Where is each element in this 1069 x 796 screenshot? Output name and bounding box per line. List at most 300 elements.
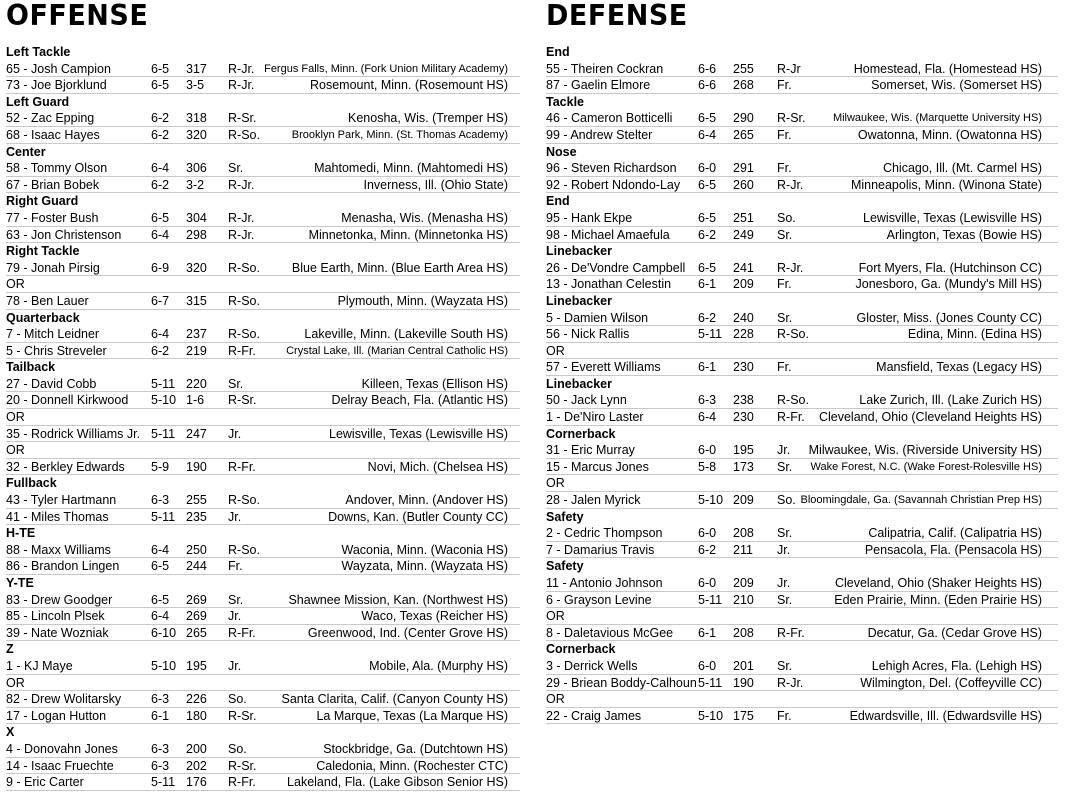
player-name: 14 - Isaac Fruechte xyxy=(6,758,114,773)
player-name: 1 - KJ Maye xyxy=(6,658,73,673)
player-row xyxy=(546,310,1058,327)
player-row xyxy=(546,592,1058,609)
player-weight: 201 xyxy=(733,658,754,673)
player-weight: 173 xyxy=(733,459,754,474)
player-row xyxy=(546,525,1058,542)
player-name: 28 - Jalen Myrick xyxy=(546,493,641,508)
player-row xyxy=(6,326,520,343)
player-hometown: Killeen, Texas (Ellison HS) xyxy=(361,376,508,391)
position-header: Linebacker xyxy=(546,244,613,259)
player-hometown: Kenosha, Wis. (Tremper HS) xyxy=(348,111,508,126)
player-row xyxy=(546,675,1058,692)
player-class: Sr. xyxy=(777,526,793,541)
player-class: Jr. xyxy=(777,443,791,458)
player-name: 67 - Brian Bobek xyxy=(6,177,100,192)
player-name: 4 - Donovahn Jones xyxy=(6,741,118,756)
player-height: 6-4 xyxy=(698,127,717,142)
player-name: 29 - Briean Boddy-Calhoun xyxy=(546,675,697,690)
player-height: 5-9 xyxy=(151,459,170,474)
player-weight: 210 xyxy=(733,592,754,607)
player-hometown: Rosemount, Minn. (Rosemount HS) xyxy=(310,78,508,93)
player-row xyxy=(546,575,1058,592)
player-weight: 195 xyxy=(186,658,207,673)
player-row xyxy=(546,210,1058,227)
player-weight: 219 xyxy=(186,343,207,358)
player-name: 5 - Chris Streveler xyxy=(6,343,107,358)
player-weight: 255 xyxy=(733,61,754,76)
player-weight: 317 xyxy=(186,61,207,76)
player-hometown: Minneapolis, Minn. (Winona State) xyxy=(850,177,1042,192)
player-weight: 265 xyxy=(186,625,207,640)
player-height: 6-4 xyxy=(151,609,170,624)
player-hometown: Wayzata, Minn. (Wayzata HS) xyxy=(341,559,508,574)
player-row xyxy=(6,343,520,360)
player-name: 88 - Maxx Williams xyxy=(6,542,111,557)
player-name: 2 - Cedric Thompson xyxy=(546,526,663,541)
position-header: Cornerback xyxy=(546,642,616,657)
player-hometown: Jonesboro, Ga. (Mundy's Mill HS) xyxy=(855,277,1042,292)
player-height: 6-1 xyxy=(698,360,717,375)
player-height: 5-11 xyxy=(151,509,176,524)
player-weight: 249 xyxy=(733,227,754,242)
player-weight: 208 xyxy=(733,526,754,541)
player-height: 6-0 xyxy=(698,443,717,458)
player-weight: 230 xyxy=(733,410,754,425)
player-weight: 240 xyxy=(733,310,754,325)
player-row xyxy=(6,426,520,443)
player-class: R-Jr. xyxy=(228,227,255,242)
player-name: 15 - Marcus Jones xyxy=(546,459,649,474)
player-weight: 211 xyxy=(733,542,753,557)
player-height: 6-6 xyxy=(698,78,717,93)
position-header: Z xyxy=(6,642,14,657)
player-weight: 298 xyxy=(186,227,207,242)
player-class: R-So. xyxy=(228,327,260,342)
player-class: Fr. xyxy=(777,78,792,93)
player-row xyxy=(6,459,520,476)
player-hometown: Brooklyn Park, Minn. (St. Thomas Academy) xyxy=(291,128,508,141)
player-weight: 241 xyxy=(733,260,754,275)
player-name: 13 - Jonathan Celestin xyxy=(546,277,672,292)
player-name: 6 - Grayson Levine xyxy=(546,592,652,607)
position-header: Safety xyxy=(546,559,584,574)
player-row xyxy=(546,326,1058,343)
player-class: Sr. xyxy=(777,658,793,673)
player-hometown: Shawnee Mission, Kan. (Northwest HS) xyxy=(288,592,508,607)
player-row xyxy=(546,392,1058,409)
player-class: Jr. xyxy=(777,542,791,557)
player-row xyxy=(546,177,1058,194)
player-name: 79 - Jonah Pirsig xyxy=(6,260,100,275)
player-row xyxy=(6,210,520,227)
player-class: Fr. xyxy=(777,127,792,142)
player-hometown: Lewisville, Texas (Lewisville HS) xyxy=(329,426,508,441)
player-hometown: Santa Clarita, Calif. (Canyon County HS) xyxy=(281,692,508,707)
player-name: 32 - Berkley Edwards xyxy=(6,459,125,474)
player-class: Jr. xyxy=(228,509,242,524)
player-row xyxy=(546,110,1058,127)
player-row xyxy=(546,160,1058,177)
player-hometown: Stockbridge, Ga. (Dutchtown HS) xyxy=(323,741,508,756)
player-name: 26 - De'Vondre Campbell xyxy=(546,260,686,275)
player-weight: 235 xyxy=(186,509,207,524)
player-row xyxy=(6,542,520,559)
player-weight: 220 xyxy=(186,376,207,391)
player-hometown: Lewisville, Texas (Lewisville HS) xyxy=(863,210,1042,225)
player-class: R-Jr. xyxy=(228,61,255,76)
player-name: 56 - Nick Rallis xyxy=(546,327,630,342)
player-row xyxy=(6,558,520,575)
player-name: 1 - De'Niro Laster xyxy=(546,410,644,425)
player-height: 6-5 xyxy=(698,177,717,192)
player-height: 6-0 xyxy=(698,658,717,673)
player-height: 6-5 xyxy=(698,260,717,275)
player-height: 6-5 xyxy=(151,210,170,225)
player-name: 9 - Eric Carter xyxy=(6,775,84,790)
player-name: 39 - Nate Wozniak xyxy=(6,625,109,640)
or-separator: OR xyxy=(6,409,520,426)
player-class: R-So. xyxy=(777,327,809,342)
player-hometown: Novi, Mich. (Chelsea HS) xyxy=(367,459,508,474)
player-hometown: Caledonia, Minn. (Rochester CTC) xyxy=(316,758,508,773)
player-weight: 320 xyxy=(186,127,207,142)
position-header: End xyxy=(546,45,570,59)
player-hometown: Owatonna, Minn. (Owatonna HS) xyxy=(857,127,1042,142)
player-height: 6-0 xyxy=(698,526,717,541)
player-row xyxy=(546,542,1058,559)
player-hometown: Plymouth, Minn. (Wayzata HS) xyxy=(337,293,508,308)
player-class: R-Sr. xyxy=(228,393,257,408)
player-weight: 1-6 xyxy=(186,393,205,408)
player-height: 6-3 xyxy=(151,758,170,773)
player-name: 68 - Isaac Hayes xyxy=(6,127,100,142)
player-height: 6-3 xyxy=(151,692,170,707)
player-row xyxy=(546,77,1058,94)
position-header: Y-TE xyxy=(6,576,34,590)
player-height: 6-7 xyxy=(151,293,170,308)
player-height: 5-10 xyxy=(698,493,724,508)
player-row xyxy=(6,392,520,409)
defense-depth-chart xyxy=(546,44,1058,724)
player-hometown: Decatur, Ga. (Cedar Grove HS) xyxy=(867,625,1042,640)
player-class: Sr. xyxy=(777,592,793,607)
player-name: 3 - Derrick Wells xyxy=(546,658,638,673)
player-weight: 247 xyxy=(186,426,207,441)
player-height: 6-6 xyxy=(698,61,717,76)
player-weight: 265 xyxy=(733,127,754,142)
player-class: R-Fr. xyxy=(777,625,805,640)
player-class: Sr. xyxy=(228,161,244,176)
defense-title: DEFENSE xyxy=(546,0,688,33)
player-class: Sr. xyxy=(228,592,244,607)
player-height: 6-9 xyxy=(151,260,170,275)
player-weight: 228 xyxy=(733,327,754,342)
player-class: R-Sr. xyxy=(228,708,257,723)
player-row xyxy=(6,110,520,127)
position-header: Left Guard xyxy=(6,94,70,109)
player-class: R-Fr. xyxy=(228,459,256,474)
player-name: 17 - Logan Hutton xyxy=(6,708,107,723)
or-separator: OR xyxy=(6,276,520,293)
player-row xyxy=(546,227,1058,244)
player-weight: 230 xyxy=(733,360,754,375)
player-hometown: Lakeville, Minn. (Lakeville South HS) xyxy=(304,327,508,342)
player-name: 87 - Gaelin Elmore xyxy=(546,78,651,93)
player-class: R-Fr. xyxy=(228,625,256,640)
player-weight: 3-2 xyxy=(186,177,205,192)
player-class: Sr. xyxy=(228,376,244,391)
player-height: 6-4 xyxy=(698,410,717,425)
player-hometown: Lakeland, Fla. (Lake Gibson Senior HS) xyxy=(287,775,508,790)
player-weight: 306 xyxy=(186,161,207,176)
player-class: So. xyxy=(228,741,247,756)
player-row xyxy=(546,625,1058,642)
player-row xyxy=(546,61,1058,78)
player-class: So. xyxy=(777,493,796,508)
player-row xyxy=(546,409,1058,426)
player-row xyxy=(546,492,1058,509)
player-class: Fr. xyxy=(777,360,792,375)
position-header: H-TE xyxy=(6,526,36,541)
player-class: R-Jr. xyxy=(228,177,255,192)
player-row xyxy=(6,708,520,725)
player-weight: 255 xyxy=(186,493,207,508)
offense-title: OFFENSE xyxy=(6,0,149,33)
player-name: 92 - Robert Ndondo-Lay xyxy=(546,177,681,192)
player-height: 6-4 xyxy=(151,327,170,342)
player-height: 6-3 xyxy=(151,493,170,508)
player-name: 46 - Cameron Botticelli xyxy=(546,111,673,126)
player-hometown: Mansfield, Texas (Legacy HS) xyxy=(876,360,1042,375)
player-name: 63 - Jon Christenson xyxy=(6,227,122,242)
player-name: 98 - Michael Amaefula xyxy=(546,227,670,242)
player-height: 6-2 xyxy=(151,343,170,358)
player-row xyxy=(546,260,1058,277)
player-class: Fr. xyxy=(777,277,792,292)
or-separator: OR xyxy=(6,675,520,692)
player-hometown: Fort Myers, Fla. (Hutchinson CC) xyxy=(858,260,1042,275)
player-weight: 238 xyxy=(733,393,754,408)
player-height: 6-2 xyxy=(698,542,717,557)
player-height: 6-10 xyxy=(151,625,177,640)
player-weight: 237 xyxy=(186,327,207,342)
player-name: 8 - Daletavious McGee xyxy=(546,625,674,640)
player-hometown: Menasha, Wis. (Menasha HS) xyxy=(341,210,508,225)
player-height: 5-10 xyxy=(151,393,177,408)
player-name: 20 - Donnell Kirkwood xyxy=(6,393,129,408)
player-row xyxy=(6,127,520,144)
player-class: R-Sr. xyxy=(777,111,806,126)
player-name: 5 - Damien Wilson xyxy=(546,310,649,325)
player-class: R-Jr. xyxy=(228,210,255,225)
player-weight: 251 xyxy=(733,210,754,225)
player-height: 6-5 xyxy=(151,78,170,93)
player-row xyxy=(6,376,520,393)
player-hometown: Milwaukee, Wis. (Marquette University HS) xyxy=(832,112,1042,125)
player-row xyxy=(546,459,1058,476)
player-name: 27 - David Cobb xyxy=(6,376,97,391)
player-hometown: Mahtomedi, Minn. (Mahtomedi HS) xyxy=(314,161,508,176)
position-header: Quarterback xyxy=(6,310,80,325)
player-class: Fr. xyxy=(777,161,792,176)
player-hometown: Milwaukee, Wis. (Riverside University HS) xyxy=(808,443,1042,458)
player-height: 6-1 xyxy=(698,625,717,640)
player-weight: 176 xyxy=(186,775,207,790)
player-hometown: Lake Zurich, Ill. (Lake Zurich HS) xyxy=(859,393,1042,408)
player-hometown: Andover, Minn. (Andover HS) xyxy=(345,493,508,508)
player-hometown: Crystal Lake, Ill. (Marian Central Catholic HS) xyxy=(286,344,508,357)
player-weight: 304 xyxy=(186,210,207,225)
position-header: Safety xyxy=(546,509,584,524)
player-hometown: Mobile, Ala. (Murphy HS) xyxy=(369,658,508,673)
player-name: 55 - Theiren Cockran xyxy=(546,61,664,76)
player-weight: 180 xyxy=(186,708,207,723)
player-hometown: Cleveland, Ohio (Shaker Heights HS) xyxy=(834,576,1042,590)
player-class: R-Jr. xyxy=(228,78,255,93)
player-class: R-So. xyxy=(228,260,260,275)
player-height: 5-11 xyxy=(698,592,723,607)
player-height: 6-2 xyxy=(151,111,170,126)
player-height: 6-5 xyxy=(151,61,170,76)
player-name: 78 - Ben Lauer xyxy=(6,293,89,308)
player-weight: 268 xyxy=(733,78,754,93)
player-row xyxy=(6,160,520,177)
player-hometown: Chicago, Ill. (Mt. Carmel HS) xyxy=(882,161,1042,176)
player-name: 95 - Hank Ekpe xyxy=(546,210,633,225)
player-name: 58 - Tommy Olson xyxy=(6,161,108,176)
player-height: 6-3 xyxy=(151,741,170,756)
player-row xyxy=(6,77,520,94)
player-hometown: Waco, Texas (Reicher HS) xyxy=(361,609,508,624)
player-height: 6-2 xyxy=(151,127,170,142)
player-weight: 250 xyxy=(186,542,207,557)
position-header: Linebacker xyxy=(546,376,613,391)
player-height: 6-5 xyxy=(698,111,717,126)
player-row xyxy=(546,127,1058,144)
player-weight: 209 xyxy=(733,576,754,590)
player-hometown: Eden Prairie, Minn. (Eden Prairie HS) xyxy=(834,592,1042,607)
player-class: R-Fr. xyxy=(228,775,256,790)
player-row xyxy=(6,608,520,625)
player-hometown: Somerset, Wis. (Somerset HS) xyxy=(871,78,1042,93)
player-name: 43 - Tyler Hartmann xyxy=(6,493,117,508)
position-header: Cornerback xyxy=(546,426,616,441)
position-header: Tackle xyxy=(546,94,584,109)
defense-column xyxy=(546,0,1058,724)
player-hometown: Lehigh Acres, Fla. (Lehigh HS) xyxy=(871,658,1042,673)
player-class: Sr. xyxy=(777,227,793,242)
player-name: 86 - Brandon Lingen xyxy=(6,559,120,574)
player-class: Sr. xyxy=(777,310,793,325)
player-weight: 291 xyxy=(733,161,754,176)
player-hometown: Wake Forest, N.C. (Wake Forest-Rolesville HS) xyxy=(810,460,1042,473)
position-header: Right Tackle xyxy=(6,244,80,259)
position-header: Left Tackle xyxy=(6,45,71,59)
player-class: R-Fr. xyxy=(228,343,256,358)
player-row xyxy=(6,691,520,708)
player-class: R-Jr xyxy=(777,61,801,76)
position-header: End xyxy=(546,194,570,209)
player-hometown: Gloster, Miss. (Jones County CC) xyxy=(856,310,1042,325)
player-name: 65 - Josh Campion xyxy=(6,61,111,76)
position-header: Center xyxy=(6,144,46,159)
or-separator: OR xyxy=(546,475,1058,492)
player-row xyxy=(6,509,520,526)
player-name: 83 - Drew Goodger xyxy=(6,592,113,607)
player-row xyxy=(6,177,520,194)
player-hometown: Edwardsville, Ill. (Edwardsville HS) xyxy=(849,708,1042,723)
player-name: 35 - Rodrick Williams Jr. xyxy=(6,426,141,441)
player-name: 96 - Steven Richardson xyxy=(546,161,677,176)
player-row xyxy=(6,774,520,791)
player-height: 6-4 xyxy=(151,542,170,557)
player-hometown: La Marque, Texas (La Marque HS) xyxy=(316,708,508,723)
player-hometown: Minnetonka, Minn. (Minnetonka HS) xyxy=(308,227,508,242)
player-height: 6-2 xyxy=(151,177,170,192)
player-row xyxy=(546,359,1058,376)
player-row xyxy=(6,625,520,642)
player-class: Jr. xyxy=(228,609,242,624)
player-name: 52 - Zac Epping xyxy=(6,111,95,126)
player-weight: 209 xyxy=(733,493,754,508)
player-class: Jr. xyxy=(777,576,791,590)
position-header: Linebacker xyxy=(546,293,613,308)
player-hometown: Bloomingdale, Ga. (Savannah Christian Prep HS) xyxy=(800,494,1042,507)
player-height: 6-5 xyxy=(698,210,717,225)
player-class: Fr. xyxy=(228,559,243,574)
player-class: R-Jr. xyxy=(777,177,804,192)
player-weight: 318 xyxy=(186,111,207,126)
player-class: R-Fr. xyxy=(777,410,805,425)
player-height: 5-10 xyxy=(151,658,177,673)
player-weight: 3-5 xyxy=(186,78,205,93)
position-header: Fullback xyxy=(6,476,57,491)
or-separator: OR xyxy=(546,608,1058,625)
player-hometown: Fergus Falls, Minn. (Fork Union Military Academy) xyxy=(264,62,508,75)
player-weight: 195 xyxy=(733,443,754,458)
player-class: R-Jr. xyxy=(777,260,804,275)
player-class: Fr. xyxy=(777,708,792,723)
player-row xyxy=(6,293,520,310)
player-name: 57 - Everett Williams xyxy=(546,360,661,375)
player-hometown: Waconia, Minn. (Waconia HS) xyxy=(341,542,508,557)
player-height: 5-11 xyxy=(698,675,723,690)
player-class: Sr. xyxy=(777,459,793,474)
player-class: So. xyxy=(777,210,796,225)
player-height: 6-5 xyxy=(151,559,170,574)
player-weight: 244 xyxy=(186,559,207,574)
player-name: 85 - Lincoln Plsek xyxy=(6,609,105,624)
player-weight: 175 xyxy=(733,708,754,723)
player-class: Jr. xyxy=(228,426,242,441)
position-header: X xyxy=(6,725,15,740)
player-row xyxy=(6,758,520,775)
player-height: 6-5 xyxy=(151,592,170,607)
player-weight: 202 xyxy=(186,758,207,773)
or-separator: OR xyxy=(546,691,1058,708)
player-hometown: Cleveland, Ohio (Cleveland Heights HS) xyxy=(818,410,1042,425)
player-hometown: Arlington, Texas (Bowie HS) xyxy=(886,227,1042,242)
player-row xyxy=(6,592,520,609)
player-weight: 190 xyxy=(186,459,207,474)
player-weight: 269 xyxy=(186,592,207,607)
player-weight: 209 xyxy=(733,277,754,292)
player-height: 6-1 xyxy=(151,708,170,723)
position-header: Right Guard xyxy=(6,194,79,209)
player-weight: 200 xyxy=(186,741,207,756)
player-class: R-Jr. xyxy=(777,675,804,690)
player-row xyxy=(546,276,1058,293)
